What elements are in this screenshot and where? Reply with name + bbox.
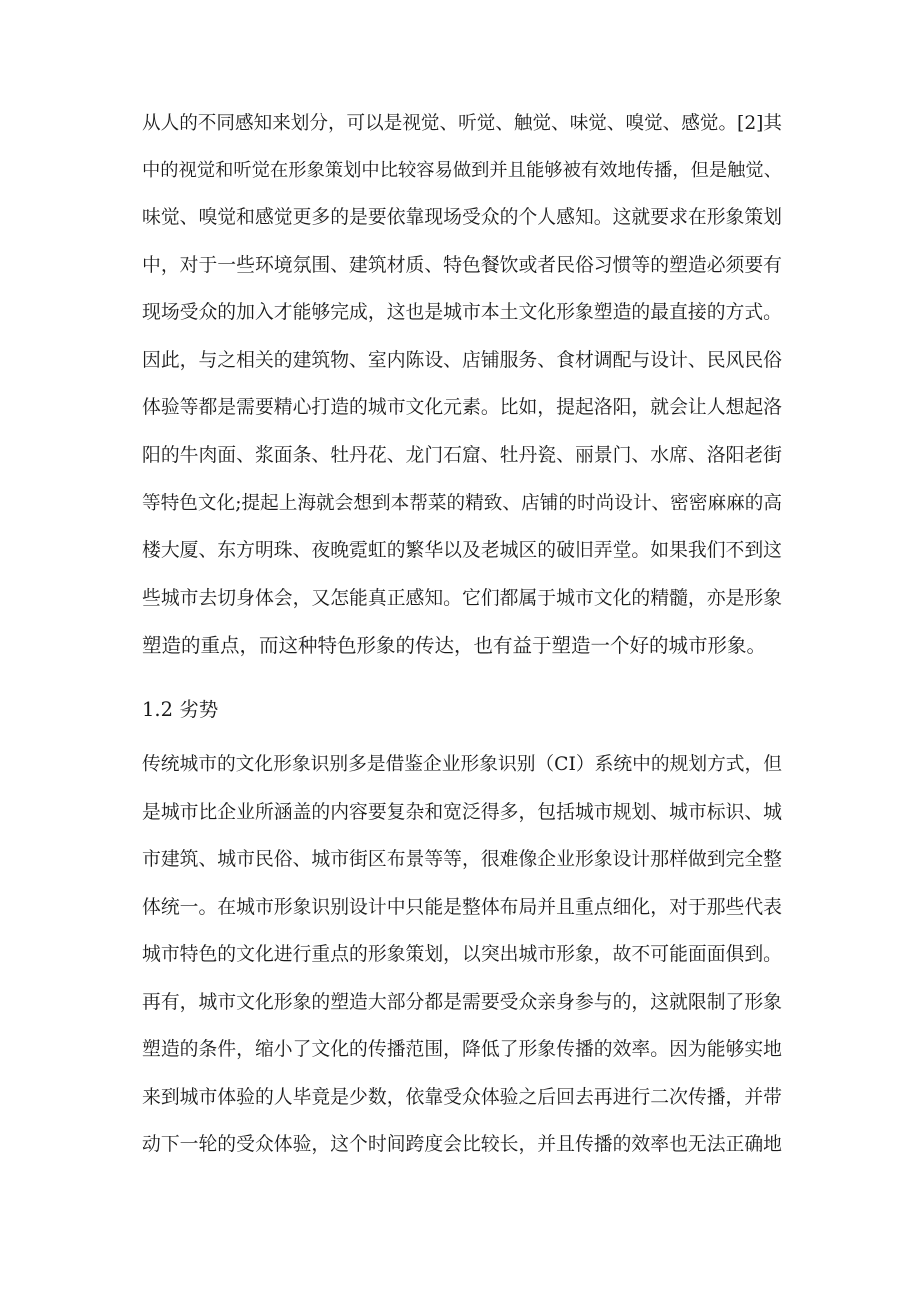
paragraph-line: 来到城市体验的人毕竟是少数，依靠受众体验之后回去再进行二次传播，并带 <box>142 1087 782 1108</box>
paragraph-line: 传统城市的文化形象识别多是借鉴企业形象识别（CI）系统中的规划方式，但 <box>142 754 782 775</box>
paragraph-line: 是城市比企业所涵盖的内容要复杂和宽泛得多，包括城市规划、城市标识、城 <box>142 802 782 823</box>
paragraph-line: 体统一。在城市形象识别设计中只能是整体布局并且重点细化，对于那些代表 <box>142 897 782 918</box>
paragraph-line: 味觉、嗅觉和感觉更多的是要依靠现场受众的个人感知。这就要求在形象策划 <box>142 207 782 228</box>
paragraph-line: 阳的牛肉面、浆面条、牡丹花、龙门石窟、牡丹瓷、丽景门、水席、洛阳老街 <box>142 445 782 466</box>
paragraph-line: 动下一轮的受众体验，这个时间跨度会比较长，并且传播的效率也无法正确地 <box>142 1134 782 1155</box>
paragraph-line: 因此，与之相关的建筑物、室内陈设、店铺服务、食材调配与设计、民风民俗 <box>142 350 782 371</box>
paragraph-line: 现场受众的加入才能够完成，这也是城市本土文化形象塑造的最直接的方式。 <box>142 302 782 323</box>
paragraph-line: 楼大厦、东方明珠、夜晚霓虹的繁华以及老城区的破旧弄堂。如果我们不到这 <box>142 540 782 561</box>
paragraph-line: 从人的不同感知来划分，可以是视觉、听觉、触觉、味觉、嗅觉、感觉。[2]其 <box>142 113 782 134</box>
paragraph-line: 中，对于一些环境氛围、建筑材质、特色餐饮或者民俗习惯等的塑造必须要有 <box>142 255 782 276</box>
paragraph-line: 等特色文化;提起上海就会想到本帮菜的精致、店铺的时尚设计、密密麻麻的高 <box>142 493 782 514</box>
paragraph-line: 中的视觉和听觉在形象策划中比较容易做到并且能够被有效地传播，但是触觉、 <box>142 160 782 181</box>
paragraph-line: 城市特色的文化进行重点的形象策划，以突出城市形象，故不可能面面俱到。 <box>142 944 782 965</box>
paragraph-line: 再有，城市文化形象的塑造大部分都是需要受众亲身参与的，这就限制了形象 <box>142 992 782 1013</box>
paragraph-line: 市建筑、城市民俗、城市街区布景等等，很难像企业形象设计那样做到完全整 <box>142 849 782 870</box>
paragraph-line: 塑造的重点，而这种特色形象的传达，也有益于塑造一个好的城市形象。 <box>142 634 767 657</box>
paragraph-line: 些城市去切身体会，又怎能真正感知。它们都属于城市文化的精髓，亦是形象 <box>142 588 782 609</box>
paragraph-line: 塑造的条件，缩小了文化的传播范围，降低了形象传播的效率。因为能够实地 <box>142 1039 782 1060</box>
paragraph-line: 体验等都是需要精心打造的城市文化元素。比如，提起洛阳，就会让人想起洛 <box>142 397 782 418</box>
section-heading: 1.2 劣势 <box>142 698 219 721</box>
